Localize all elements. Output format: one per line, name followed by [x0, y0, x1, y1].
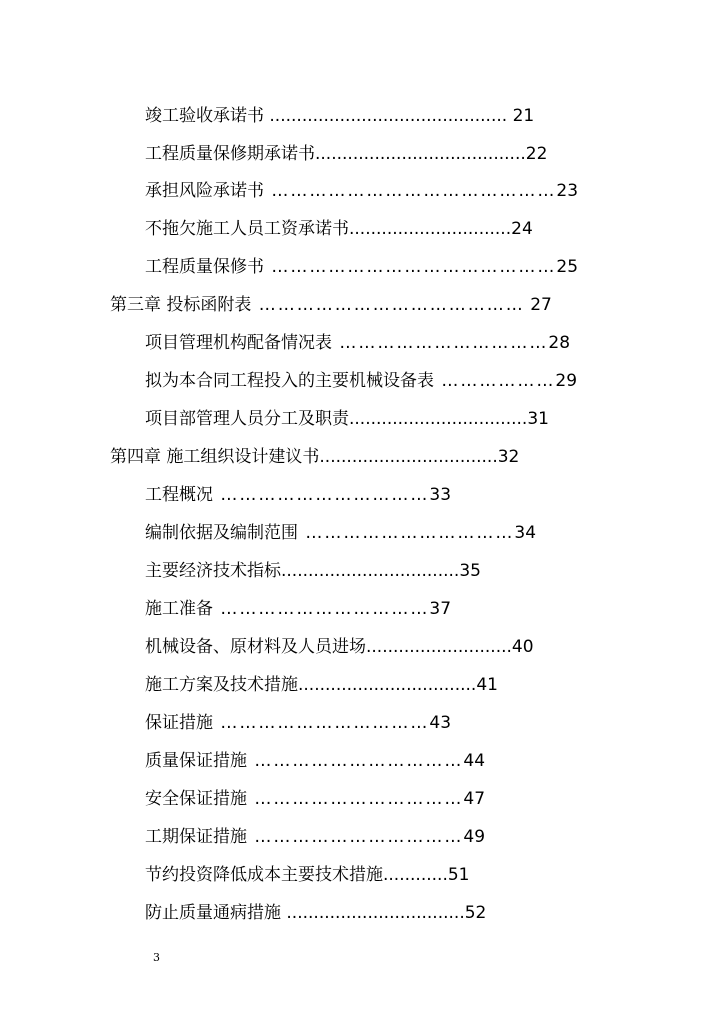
toc-entry[interactable]: [145, 674, 498, 696]
toc-entry-leader: .................................: [281, 561, 460, 581]
toc-entry-leader: .................................: [281, 903, 465, 923]
toc-entry[interactable]: [145, 218, 533, 240]
page-number: 3: [153, 951, 160, 964]
toc-entry-page: 44: [463, 751, 486, 771]
toc-entry-page: 47: [463, 789, 486, 809]
toc-entry-leader: ……………………………: [298, 523, 515, 543]
toc-entry-title: 承担风险承诺书: [145, 181, 264, 201]
toc-entry-title: 施工准备: [145, 599, 213, 619]
toc-entry-leader: ……………………………: [247, 751, 464, 771]
toc-entry-title: 施工方案及技术措施: [145, 675, 298, 695]
toc-entry-page: 32: [497, 447, 520, 467]
toc-entry-page: 31: [527, 409, 549, 429]
toc-entry-leader: ………………: [434, 371, 556, 391]
toc-entry-page: 34: [514, 523, 537, 543]
toc-entry[interactable]: [145, 332, 570, 354]
toc-entry-page: 52: [464, 903, 487, 923]
toc-entry-page: 43: [429, 713, 452, 733]
toc-entry-title: 机械设备、原材料及人员进场: [145, 637, 366, 657]
toc-entry[interactable]: [145, 788, 485, 810]
toc-entry[interactable]: [145, 826, 485, 848]
toc-entry-title: 工程概况: [145, 485, 213, 505]
toc-entry-title: 安全保证措施: [145, 789, 247, 809]
toc-entry-leader: ………………………………………: [264, 257, 557, 277]
toc-entry[interactable]: [145, 143, 547, 165]
toc-entry-page: 49: [463, 827, 486, 847]
toc-entry-title: 第四章 施工组织设计建议书: [110, 447, 320, 467]
toc-entry[interactable]: [145, 408, 549, 430]
toc-entry-leader: ……………………………: [332, 333, 549, 353]
toc-entry[interactable]: [145, 484, 451, 506]
toc-entry-title: 节约投资降低成本主要技术措施: [145, 865, 383, 885]
toc-entry-page: 24: [511, 219, 533, 239]
toc-entry-leader: ……………………………: [247, 789, 464, 809]
toc-entry[interactable]: [145, 598, 451, 620]
toc-entry[interactable]: [145, 560, 481, 582]
toc-entry-leader: .................................: [349, 409, 528, 429]
toc-entry-title: 主要经济技术指标: [145, 561, 281, 581]
toc-entry-page: 21: [507, 106, 535, 126]
toc-entry-title: 不拖欠施工人员工资承诺书: [145, 219, 349, 239]
toc-entry-leader: ............................................: [264, 106, 508, 126]
toc-entry-page: 33: [429, 485, 452, 505]
toc-entry-leader: ……………………………………: [251, 295, 525, 315]
toc-entry-page: 35: [459, 561, 481, 581]
toc-entry-leader: ...........................: [366, 637, 512, 657]
toc-entry[interactable]: [145, 864, 470, 886]
toc-entry-leader: ……………………………: [213, 485, 430, 505]
toc-entry-title: 质量保证措施: [145, 751, 247, 771]
toc-entry-page: 51: [447, 865, 470, 885]
toc-entry[interactable]: [145, 256, 578, 278]
toc-entry-title: 工程质量保修期承诺书: [145, 144, 315, 164]
toc-entry-page: 37: [429, 599, 452, 619]
toc-chapter-entry[interactable]: [110, 294, 552, 316]
toc-entry-page: 28: [548, 333, 571, 353]
toc-entry[interactable]: [145, 750, 485, 772]
toc-entry-title: 项目部管理人员分工及职责: [145, 409, 349, 429]
toc-entry[interactable]: [145, 522, 536, 544]
toc-entry-title: 防止质量通病措施: [145, 903, 281, 923]
toc-entry[interactable]: [145, 902, 486, 924]
toc-entry-leader: .................................: [298, 675, 477, 695]
toc-entry[interactable]: [145, 370, 577, 392]
toc-entry-leader: ..............................: [349, 219, 512, 239]
toc-entry[interactable]: [145, 636, 534, 658]
toc-entry-title: 编制依据及编制范围: [145, 523, 298, 543]
toc-entry-leader: ............: [383, 865, 448, 885]
toc-chapter-entry[interactable]: [110, 446, 519, 468]
toc-entry-title: 工期保证措施: [145, 827, 247, 847]
toc-entry[interactable]: [145, 105, 534, 127]
toc-entry-leader: ……………………………: [213, 599, 430, 619]
toc-entry-page: 25: [556, 257, 579, 277]
toc-entry-page: 22: [525, 144, 548, 164]
toc-entry-page: 29: [555, 371, 578, 391]
toc-entry-title: 工程质量保修书: [145, 257, 264, 277]
toc-entry-title: 拟为本合同工程投入的主要机械设备表: [145, 371, 434, 391]
toc-entry-leader: .................................: [319, 447, 498, 467]
toc-entry-title: 第三章 投标函附表: [110, 295, 252, 315]
toc-entry-page: 27: [524, 295, 552, 315]
toc-entry-leader: ……………………………: [247, 827, 464, 847]
toc-entry-title: 保证措施: [145, 713, 213, 733]
toc-entry-page: 23: [556, 181, 579, 201]
toc-entry[interactable]: [145, 180, 578, 202]
toc-entry-leader: ……………………………: [213, 713, 430, 733]
toc-entry-title: 竣工验收承诺书: [145, 106, 264, 126]
toc-entry-leader: .......................................: [315, 144, 526, 164]
toc-entry-page: 40: [511, 637, 534, 657]
toc-entry-page: 41: [476, 675, 498, 695]
toc-entry-title: 项目管理机构配备情况表: [145, 333, 332, 353]
toc-entry-leader: ………………………………………: [264, 181, 557, 201]
toc-entry[interactable]: [145, 712, 451, 734]
